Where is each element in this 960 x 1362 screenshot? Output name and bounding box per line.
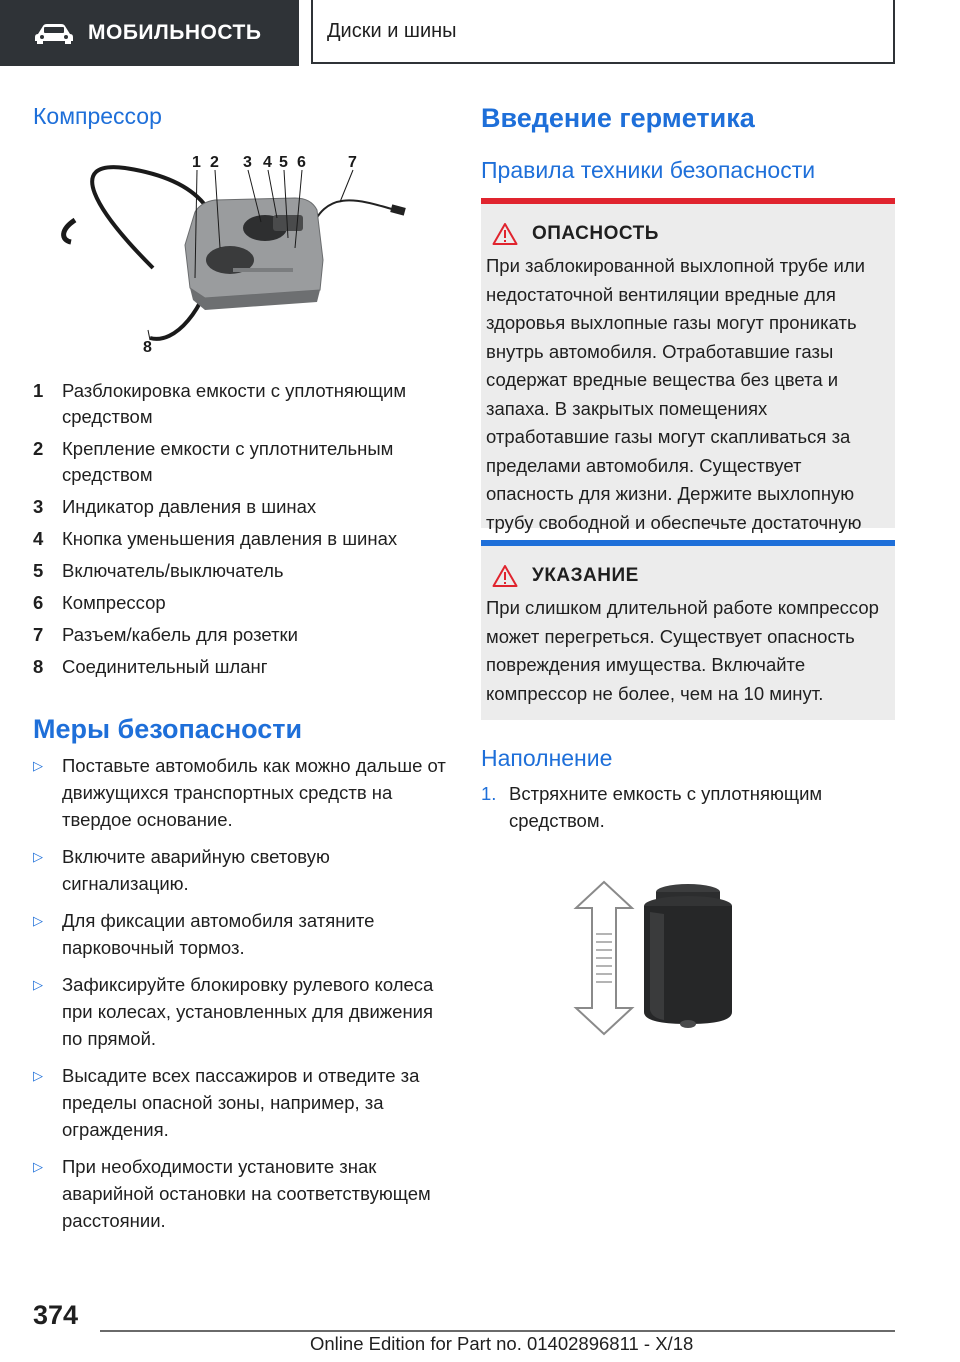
callout-3: 3 xyxy=(243,154,252,171)
compressor-figure xyxy=(55,150,435,360)
chapter-header xyxy=(311,0,895,64)
callout-6: 6 xyxy=(297,154,306,171)
car-icon xyxy=(34,22,74,44)
legend-item: 5 Включатель/выключатель xyxy=(33,560,284,581)
callout-2: 2 xyxy=(210,154,219,171)
chapter-title: Диски и шины xyxy=(327,19,457,42)
callout-4: 4 xyxy=(263,154,272,171)
legend-item: 6 Компрессор xyxy=(33,592,166,613)
legend-item: 4 Кнопка уменьшения давления в шинах xyxy=(33,528,398,549)
triangle-bullet-icon: ▷ xyxy=(33,977,43,992)
legend-item: 8 Соединительный шланг xyxy=(33,656,268,677)
danger-box xyxy=(481,198,895,533)
notice-text: При слишком длительной работе компрессор может перегреться. Существует опасность повреждения имущества. Включайте компрессор не более, чем на 10 минут. xyxy=(486,597,879,704)
danger-title: ОПАСНОСТЬ xyxy=(532,223,659,244)
notice-box xyxy=(481,540,895,720)
rules-heading: Правила техники безопасности xyxy=(481,157,816,183)
danger-bar xyxy=(481,198,895,204)
sealant-bottle-figure xyxy=(570,878,770,1038)
callout-5: 5 xyxy=(279,154,288,171)
triangle-bullet-icon: ▷ xyxy=(33,1159,43,1174)
triangle-bullet-icon: ▷ xyxy=(33,849,43,864)
figure-legend xyxy=(33,378,453,686)
callout-7: 7 xyxy=(348,154,357,171)
warning-triangle-icon xyxy=(492,222,518,246)
legend-item: 1 Разблокировка емкости с уплотняющим средством xyxy=(33,380,407,427)
filling-steps xyxy=(481,780,895,834)
callout-1: 1 xyxy=(192,154,201,171)
callout-8: 8 xyxy=(143,339,152,356)
legend-item: 2 Крепление емкости с уплотнительным средством xyxy=(33,438,394,485)
triangle-bullet-icon: ▷ xyxy=(33,913,43,928)
section-header xyxy=(0,0,299,66)
list-item: ▷ При необходимости установите знак аварийной остановки на соответствующем расстоянии. xyxy=(33,1153,451,1234)
intro-heading: Введение герметика xyxy=(481,103,755,133)
legend-item: 7 Разъем/кабель для розетки xyxy=(33,624,298,645)
notice-title: УКАЗАНИЕ xyxy=(532,565,639,586)
page-number: 374 xyxy=(33,1300,79,1330)
warning-triangle-icon xyxy=(492,564,518,588)
list-item: ▷ Для фиксации автомобиля затяните парковочный тормоз. xyxy=(33,907,451,961)
filling-heading: Наполнение xyxy=(481,745,613,771)
section-title: МОБИЛЬНОСТЬ xyxy=(88,21,262,44)
compressor-heading: Компрессор xyxy=(33,103,162,129)
list-item: ▷ Зафиксируйте блокировку рулевого колеса при колесах, установленных для движения по прямой. xyxy=(33,971,451,1052)
edition-text: Online Edition for Part no. 01402896811 - X/18 xyxy=(310,1333,694,1354)
notice-bar xyxy=(481,540,895,546)
safety-heading: Меры безопасности xyxy=(33,714,303,744)
legend-item: 3 Индикатор давления в шинах xyxy=(33,496,317,517)
list-item: ▷ Включите аварийную световую сигнализацию. xyxy=(33,843,451,897)
triangle-bullet-icon: ▷ xyxy=(33,758,43,773)
list-item: ▷ Поставьте автомобиль как можно дальше от движущихся транспортных средств на твердое основание. xyxy=(33,752,451,833)
triangle-bullet-icon: ▷ xyxy=(33,1068,43,1083)
danger-text: При заблокированной выхлопной трубе или недостаточной вентиляции вредные для здоровья выхлопные газы могут проникать внутрь автомобиля. Отработавшие газы содержат вредные вещества без цвета и запаха. В закрытых помещениях отработавшие газы могут скапливаться за пределами автомобиля. Существует опасность для жизни. Держите выхлопную трубу свободной и обеспечьте достаточную xyxy=(486,255,865,533)
list-item: ▷ Высадите всех пассажиров и отведите за пределы опасной зоны, например, за ограждения. xyxy=(33,1062,451,1143)
footer-divider xyxy=(100,1330,895,1332)
safety-list xyxy=(33,752,451,1244)
step-item: 1. Встряхните емкость с уплотняющим средством. xyxy=(481,783,823,831)
